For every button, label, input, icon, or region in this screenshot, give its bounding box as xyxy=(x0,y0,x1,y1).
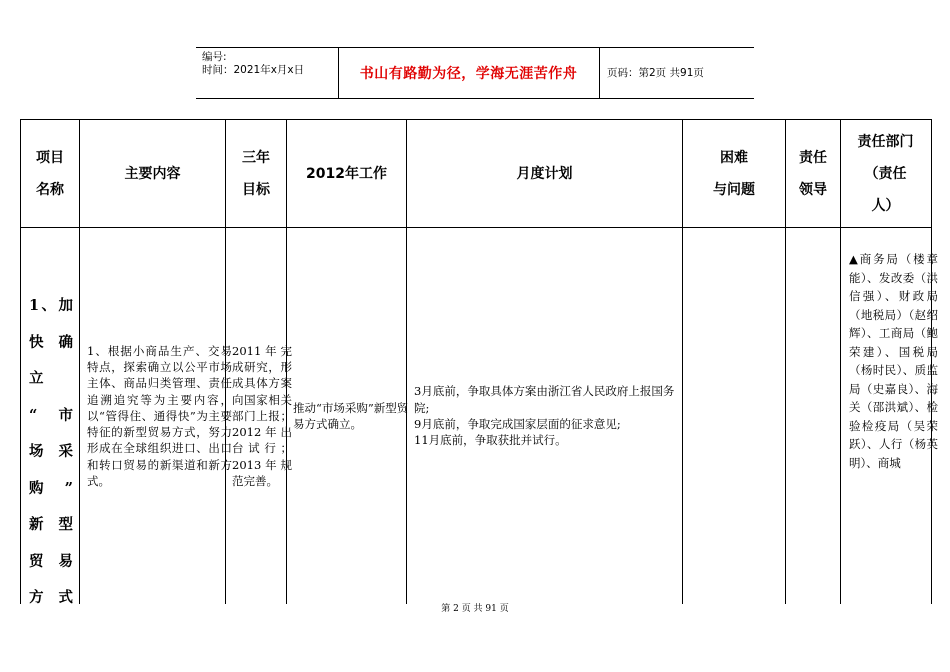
monthly-plan-item: 3月底前，争取具体方案由浙江省人民政府上报国务院; xyxy=(414,384,675,415)
document-time-label: 时间：2021年x月x日 xyxy=(202,64,305,76)
work-2012-cell xyxy=(287,228,418,604)
header-text: 项目 xyxy=(36,149,64,166)
header-text: 目标 xyxy=(242,181,270,198)
header-page-label: 页码：第2页 共91页 xyxy=(607,66,704,79)
header-text: 三年 xyxy=(242,149,270,166)
document-header xyxy=(196,47,754,99)
work-2012-text: 推动“市场采购”新型贸易方式确立。 xyxy=(293,400,409,431)
header-2012-work xyxy=(287,120,406,227)
project-name-line: 购 ” xyxy=(29,479,73,497)
header-responsible-department xyxy=(841,120,930,227)
header-page-cell xyxy=(600,48,754,98)
project-name-line: 1、加 xyxy=(29,297,73,314)
work-plan-table xyxy=(20,119,938,604)
monthly-plan-item: 9月底前，争取完成国家层面的征求意见; xyxy=(414,417,621,431)
header-text: 人） xyxy=(871,197,900,214)
three-year-goal-text: 2011年完成研究，形成具体方案向国家相关部门上报；2012年出台试行；2013年规范完善。 xyxy=(232,343,292,489)
project-name-line: 贸 易 xyxy=(29,552,73,570)
header-main-content xyxy=(80,120,225,227)
header-responsible-leader xyxy=(786,120,840,227)
monthly-plan-cell xyxy=(407,228,695,604)
main-content-text: 1、根据小商品生产、交易特点，探索确立以公平市场主体、商品归类管理、责任追溯追究等为主要内容，以“管得住、通得快”为主要特征的新型贸易方式，努力形成在全球组织进口、出口和转口贸易的新渠道和新方式。 xyxy=(87,343,232,489)
responsible-department-text: ▲商务局（楼章能）、发改委（洪信强）、财政局（地税局）（赵绍辉）、工商局（鲍荣建）、国税局（杨时民）、质监局（史嘉良）、海关（邵洪斌）、检验检疫局（吴荣跃）、人行（杨英明）、商城 xyxy=(849,252,938,470)
header-monthly-plan xyxy=(407,120,682,227)
header-motto: 书山有路勤为径，学海无涯苦作舟 xyxy=(359,66,578,82)
header-text: 责任 xyxy=(799,149,827,166)
leader-cell xyxy=(786,228,840,604)
header-three-year-goal xyxy=(226,120,286,227)
header-text: （责任 xyxy=(864,165,907,182)
project-name-line: “ 市 xyxy=(29,406,73,424)
difficulty-cell xyxy=(683,228,785,604)
header-difficulties xyxy=(683,120,785,227)
document-number-label: 编号: xyxy=(202,51,227,63)
responsible-department-cell xyxy=(841,228,943,604)
header-text: 责任部门 xyxy=(857,133,914,150)
project-name-line: 新 型 xyxy=(29,516,73,533)
page-footer: 第 2 页 共 91 页 xyxy=(441,604,509,614)
monthly-plan-item: 11月底前，争取获批并试行。 xyxy=(414,433,567,448)
header-text: 困难 xyxy=(720,149,748,166)
header-project-name xyxy=(21,120,79,227)
header-text: 与问题 xyxy=(713,181,755,198)
header-text: 名称 xyxy=(36,181,64,198)
main-content-cell xyxy=(80,228,236,604)
header-text: 领导 xyxy=(799,181,827,198)
project-name-line: 方式 xyxy=(29,589,73,604)
project-name-cell xyxy=(21,228,79,604)
project-name-line: 立 xyxy=(29,370,44,387)
header-motto-cell xyxy=(338,48,600,98)
header-text: 2012年工作 xyxy=(306,165,387,182)
project-name-line: 快 确 xyxy=(29,333,73,351)
project-name-line: 场 采 xyxy=(29,443,73,460)
header-text: 主要内容 xyxy=(124,165,181,182)
header-meta-cell xyxy=(196,48,339,98)
header-text: 月度计划 xyxy=(516,165,573,182)
